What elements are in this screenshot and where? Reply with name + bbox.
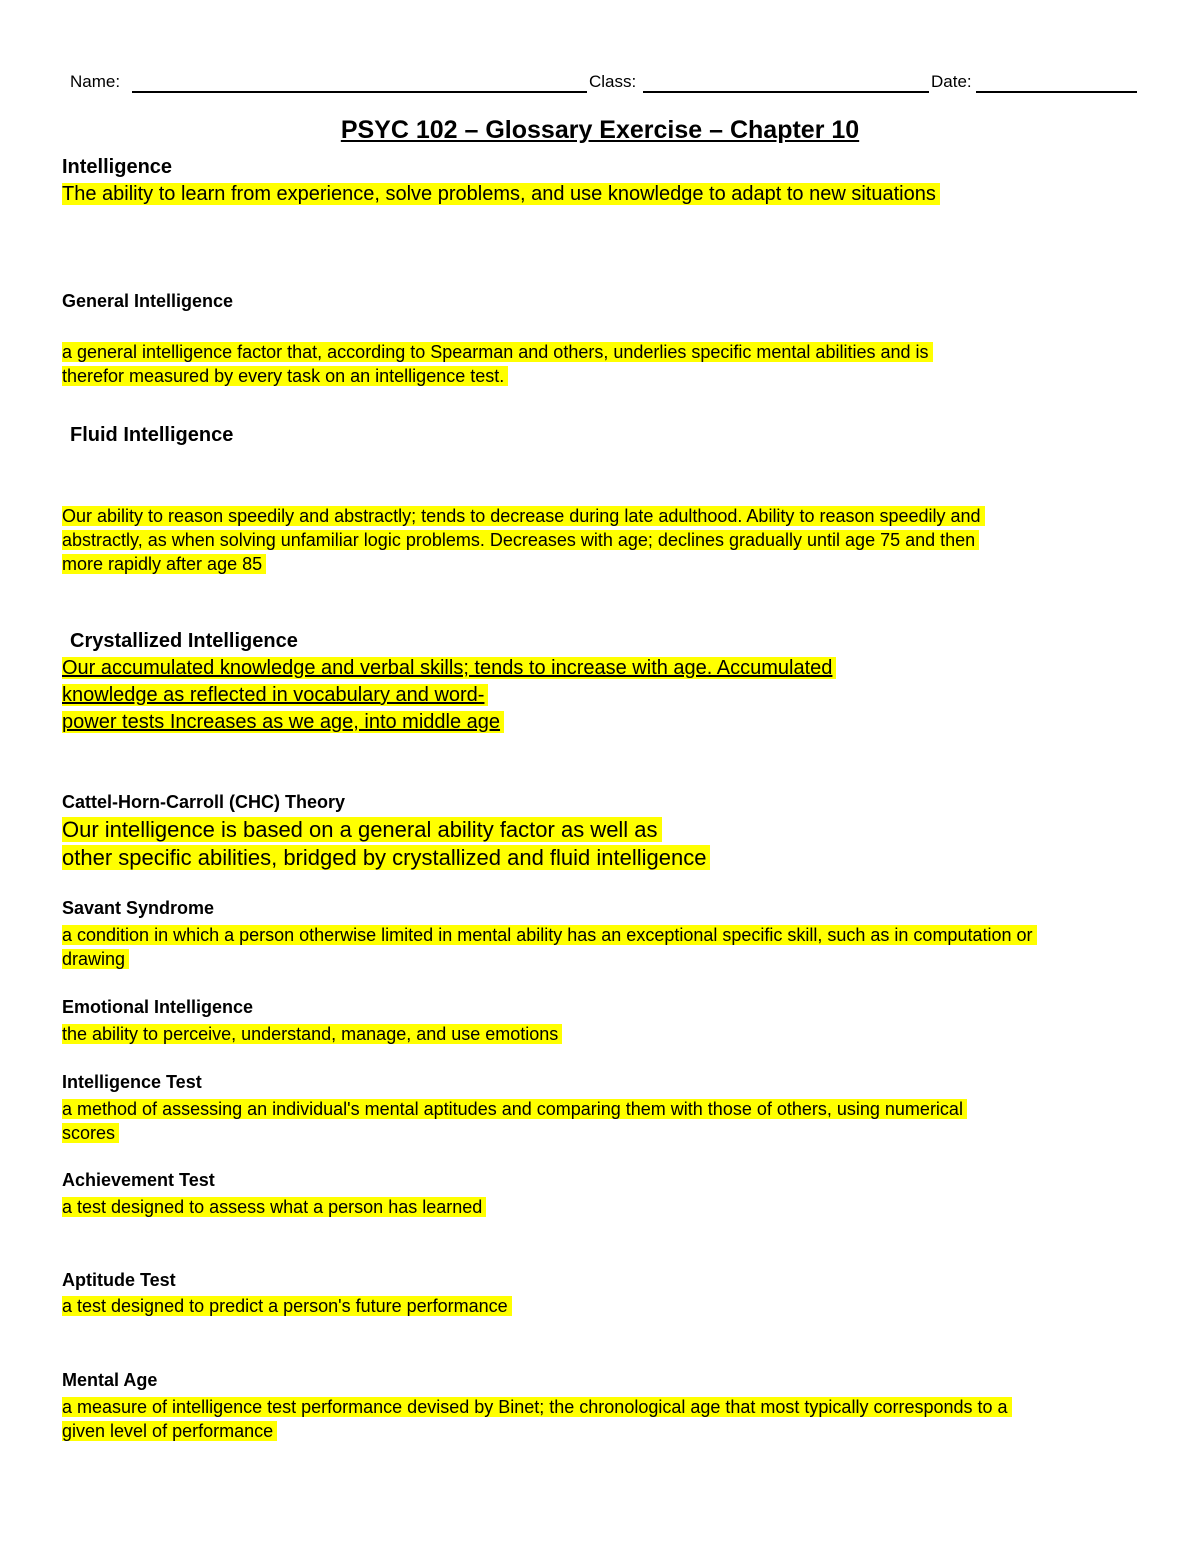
- name-label: Name:: [70, 72, 121, 91]
- class-label: Class:: [589, 72, 637, 91]
- term-achievement-test: Achievement Test: [62, 1170, 215, 1190]
- term-intelligence: Intelligence: [62, 156, 173, 178]
- date-blank: [976, 91, 1137, 93]
- term-emotional-intelligence: Emotional Intelligence: [62, 997, 254, 1017]
- definition-general-intelligence: [62, 340, 972, 388]
- definition-text: a method of assessing an individual's mental aptitudes and comparing them with those of others, using numerical scores: [62, 1099, 967, 1143]
- header-fields: [70, 72, 1140, 96]
- definition-text: a test designed to assess what a person has learned: [62, 1197, 486, 1217]
- definition-savant-syndrome: [62, 923, 1042, 971]
- definition-achievement-test: [62, 1195, 1042, 1219]
- definition-line: Our intelligence is based on a general ability factor as well as: [62, 817, 662, 842]
- definition-emotional-intelligence: [62, 1022, 1042, 1046]
- definition-text: a general intelligence factor that, according to Spearman and others, underlies specific mental abilities and is therefor measured by every task on an intelligence test.: [62, 342, 933, 386]
- date-label: Date:: [931, 72, 972, 91]
- definition-text: a measure of intelligence test performance devised by Binet; the chronological age that most typically corresponds to a given level of performance: [62, 1397, 1012, 1441]
- definition-text: The ability to learn from experience, solve problems, and use knowledge to adapt to new situations: [62, 183, 940, 205]
- page-title: PSYC 102 – Glossary Exercise – Chapter 10: [340, 116, 860, 144]
- definition-chc-theory: [62, 816, 1062, 872]
- definition-aptitude-test: [62, 1294, 1042, 1318]
- definition-text: a condition in which a person otherwise limited in mental ability has an exceptional specific skill, such as in computation or drawing: [62, 925, 1037, 969]
- definition-crystallized-intelligence: [62, 655, 1062, 736]
- definition-intelligence: [62, 181, 1002, 208]
- term-chc-theory: Cattel-Horn-Carroll (CHC) Theory: [62, 792, 346, 812]
- definition-line: Our accumulated knowledge and verbal skills; tends to increase with age. Accumulated: [62, 657, 836, 679]
- definition-text: Our ability to reason speedily and abstractly; tends to decrease during late adulthood. Ability to reason speedily and abstractly, as when solving unfamiliar logic problems. Decreases with age; declines gradually until age 75 and then more rapidly after age 85: [62, 506, 985, 574]
- class-blank: [643, 91, 929, 93]
- term-fluid-intelligence: Fluid Intelligence: [70, 424, 234, 446]
- term-savant-syndrome: Savant Syndrome: [62, 898, 215, 918]
- term-crystallized-intelligence: Crystallized Intelligence: [70, 630, 298, 652]
- term-mental-age: Mental Age: [62, 1370, 158, 1390]
- name-blank: [132, 91, 587, 93]
- definition-line: other specific abilities, bridged by crystallized and fluid intelligence: [62, 845, 710, 870]
- term-intelligence-test: Intelligence Test: [62, 1072, 202, 1092]
- term-aptitude-test: Aptitude Test: [62, 1270, 176, 1290]
- definition-line: power tests Increases as we age, into middle age: [62, 711, 504, 733]
- definition-line: knowledge as reflected in vocabulary and word-: [62, 684, 488, 706]
- definition-mental-age: [62, 1395, 1042, 1443]
- definition-intelligence-test: [62, 1097, 1002, 1145]
- definition-fluid-intelligence: [62, 504, 982, 576]
- definition-text: a test designed to predict a person's future performance: [62, 1296, 512, 1316]
- definition-text: the ability to perceive, understand, manage, and use emotions: [62, 1024, 562, 1044]
- term-general-intelligence: General Intelligence: [62, 291, 234, 311]
